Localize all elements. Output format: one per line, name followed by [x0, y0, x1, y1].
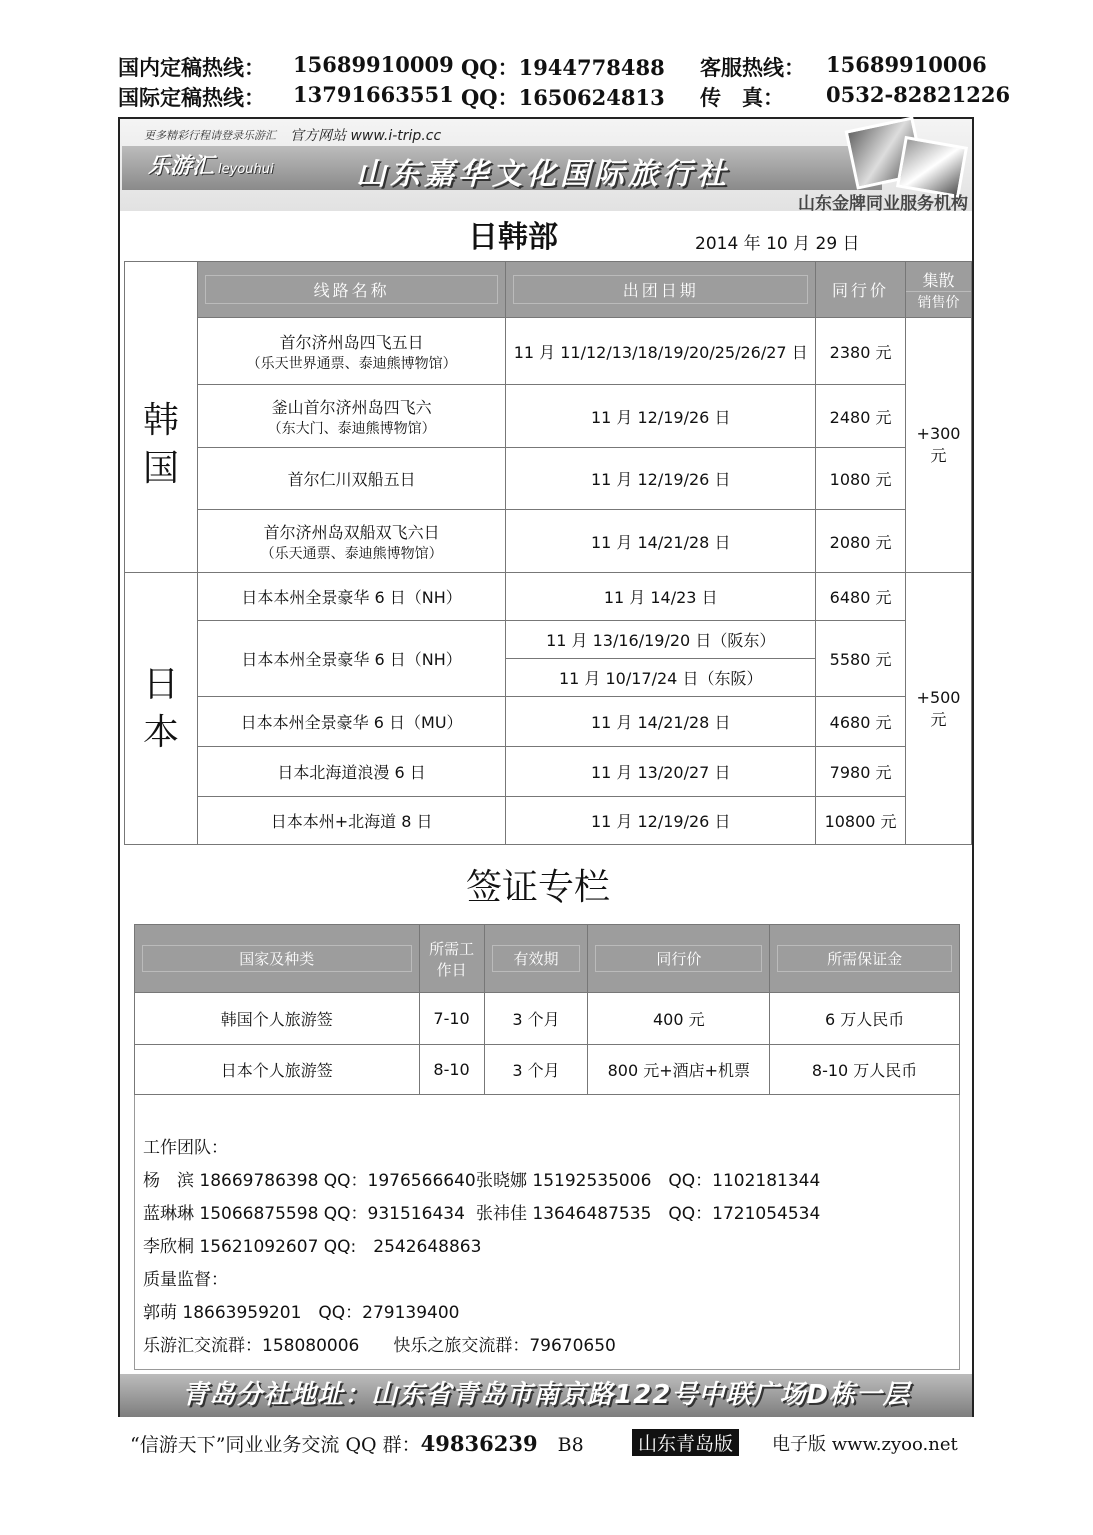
visa-country: 韩国个人旅游签 — [135, 993, 420, 1045]
footer-qq-group — [130, 1430, 584, 1457]
validity-header: 有效期 — [484, 925, 588, 993]
route-name-header: 线路名称 — [197, 262, 505, 318]
visa-deposit: 8-10 万人民币 — [770, 1045, 960, 1095]
route-date: 11 月 12/19/26 日 — [506, 448, 816, 510]
route-name: 日本本州全景豪华 6 日（MU） — [197, 697, 505, 747]
route-price: 2480 元 — [816, 385, 906, 448]
route-price: 7980 元 — [816, 747, 906, 797]
visa-price-header: 同行价 — [588, 925, 770, 993]
route-price: 2380 元 — [816, 318, 906, 385]
fax-label: 传 真： — [700, 85, 784, 110]
branch-address: 青岛分社地址：山东省青岛市南京路122号中联广场D栋一层 — [120, 1374, 972, 1417]
table-row — [135, 993, 960, 1045]
route-date: 11 月 10/17/24 日（东阪） — [506, 659, 816, 697]
route-name: 釜山首尔济州岛四飞六 （东大门、泰迪熊博物馆） — [197, 385, 505, 448]
department-title: 日韩部 — [468, 220, 558, 255]
route-name: 日本北海道浪漫 6 日 — [197, 747, 505, 797]
issue-date: 2014 年 10 月 29 日 — [695, 234, 860, 254]
gold-service-slogan: 山东金牌同业服务机构 — [798, 194, 968, 214]
route-name: 首尔济州岛双船双飞六日 （乐天通票、泰迪熊博物馆） — [197, 510, 505, 573]
table-row — [125, 385, 972, 448]
route-name: 首尔济州岛四飞五日 （乐天世界通票、泰迪熊博物馆） — [197, 318, 505, 385]
route-date: 11 月 13/20/27 日 — [506, 747, 816, 797]
quality-supervisor: 郭萌 18663959201 QQ：279139400 — [143, 1303, 460, 1323]
visa-price: 800 元+酒店+机票 — [588, 1045, 770, 1095]
domestic-hotline-phone: 15689910009 — [293, 52, 454, 77]
visa-days: 8-10 — [419, 1045, 484, 1095]
region-korea: 韩 国 — [125, 318, 198, 573]
routes-table — [124, 261, 972, 845]
team-member: 张晓娜 15192535006 QQ：1102181344 — [476, 1171, 821, 1191]
page-number: B8 — [557, 1434, 584, 1456]
exchange-groups: 乐游汇交流群：158080006 快乐之旅交流群：79670650 — [143, 1336, 616, 1356]
visa-price: 400 元 — [588, 993, 770, 1045]
visa-deposit: 6 万人民币 — [770, 993, 960, 1045]
table-row — [125, 621, 972, 659]
service-hotline-phone: 15689910006 — [826, 52, 987, 77]
route-date: 11 月 14/21/28 日 — [506, 510, 816, 573]
route-date: 11 月 14/21/28 日 — [506, 697, 816, 747]
deposit-header: 所需保证金 — [770, 925, 960, 993]
table-row — [125, 573, 972, 621]
visa-validity: 3 个月 — [484, 1045, 588, 1095]
team-title: 工作团队： — [143, 1138, 228, 1158]
banner-site-link[interactable]: 官方网站 www.i-trip.cc — [290, 128, 442, 144]
region-header-cell — [125, 262, 198, 318]
route-date: 11 月 12/19/26 日 — [506, 385, 816, 448]
route-name: 日本本州全景豪华 6 日（NH） — [197, 573, 505, 621]
visa-header-row — [135, 925, 960, 993]
visa-days: 7-10 — [419, 993, 484, 1045]
route-price: 10800 元 — [816, 797, 906, 845]
team-member: 张祎佳 13646487535 QQ：1721054534 — [476, 1204, 821, 1224]
team-member: 杨 滨 18669786398 QQ：1976566640 — [143, 1171, 476, 1191]
banner-more-text: 更多精彩行程请登录乐游汇 — [144, 129, 276, 142]
route-date: 11 月 13/16/19/20 日（阪东） — [506, 621, 816, 659]
team-member: 蓝琳琳 15066875598 QQ：931516434 — [143, 1204, 465, 1224]
route-price: 4680 元 — [816, 697, 906, 747]
route-price: 2080 元 — [816, 510, 906, 573]
team-contacts — [134, 1095, 960, 1370]
route-name: 日本本州全景豪华 6 日（NH） — [197, 621, 505, 697]
region-japan: 日 本 — [125, 573, 198, 845]
visa-validity: 3 个月 — [484, 993, 588, 1045]
intl-qq: QQ：1650624813 — [461, 85, 665, 110]
footer-qq-number: 49836239 — [420, 1431, 538, 1456]
footer-site[interactable]: 电子版 www.zyoo.net — [772, 1434, 958, 1455]
flyer-frame — [118, 117, 974, 1417]
route-name: 首尔仁川双船五日 — [197, 448, 505, 510]
logo-text: 乐游汇 — [148, 154, 215, 179]
table-row — [125, 510, 972, 573]
country-type-header: 国家及种类 — [135, 925, 420, 993]
quality-title: 质量监督： — [143, 1270, 228, 1290]
service-hotline-label: 客服热线： — [700, 55, 805, 80]
visa-table — [134, 924, 960, 1095]
korea-surcharge: +300 元 — [906, 318, 972, 573]
edition-badge: 山东青岛版 — [632, 1429, 739, 1456]
visa-section-title: 签证专栏 — [466, 867, 611, 908]
table-row — [125, 318, 972, 385]
route-price: 5580 元 — [816, 621, 906, 697]
leyouhui-logo — [148, 149, 274, 180]
logo-en-text: leyouhui — [218, 162, 274, 177]
team-member: 李欣桐 15621092607 QQ: 2542648863 — [143, 1237, 482, 1257]
domestic-hotline-label: 国内定稿热线： — [118, 55, 265, 80]
agency-banner — [120, 119, 972, 214]
domestic-qq: QQ：1944778488 — [461, 55, 665, 80]
visa-country: 日本个人旅游签 — [135, 1045, 420, 1095]
footer-qq-label: “信游天下”同业业务交流 QQ 群： — [130, 1434, 421, 1456]
routes-header-row — [125, 262, 972, 318]
japan-surcharge: +500 元 — [906, 573, 972, 845]
route-price: 1080 元 — [816, 448, 906, 510]
departure-date-header: 出团日期 — [506, 262, 816, 318]
route-price: 6480 元 — [816, 573, 906, 621]
sale-price-header: 集散 销售价 — [906, 262, 972, 318]
route-name: 日本本州+北海道 8 日 — [197, 797, 505, 845]
intl-hotline-label: 国际定稿热线： — [118, 85, 265, 110]
agency-name: 山东嘉华文化国际旅行社 — [356, 157, 730, 192]
intl-hotline-phone: 13791663551 — [293, 82, 454, 107]
route-date: 11 月 12/19/26 日 — [506, 797, 816, 845]
fax-number: 0532-82821226 — [826, 82, 1011, 107]
table-row — [125, 797, 972, 845]
table-row — [125, 697, 972, 747]
table-row — [125, 448, 972, 510]
table-row — [135, 1045, 960, 1095]
trade-price-header: 同行价 — [816, 262, 906, 318]
route-date: 11 月 14/23 日 — [506, 573, 816, 621]
work-days-header: 所需工 作日 — [419, 925, 484, 993]
route-date: 11 月 11/12/13/18/19/20/25/26/27 日 — [506, 318, 816, 385]
table-row — [125, 747, 972, 797]
